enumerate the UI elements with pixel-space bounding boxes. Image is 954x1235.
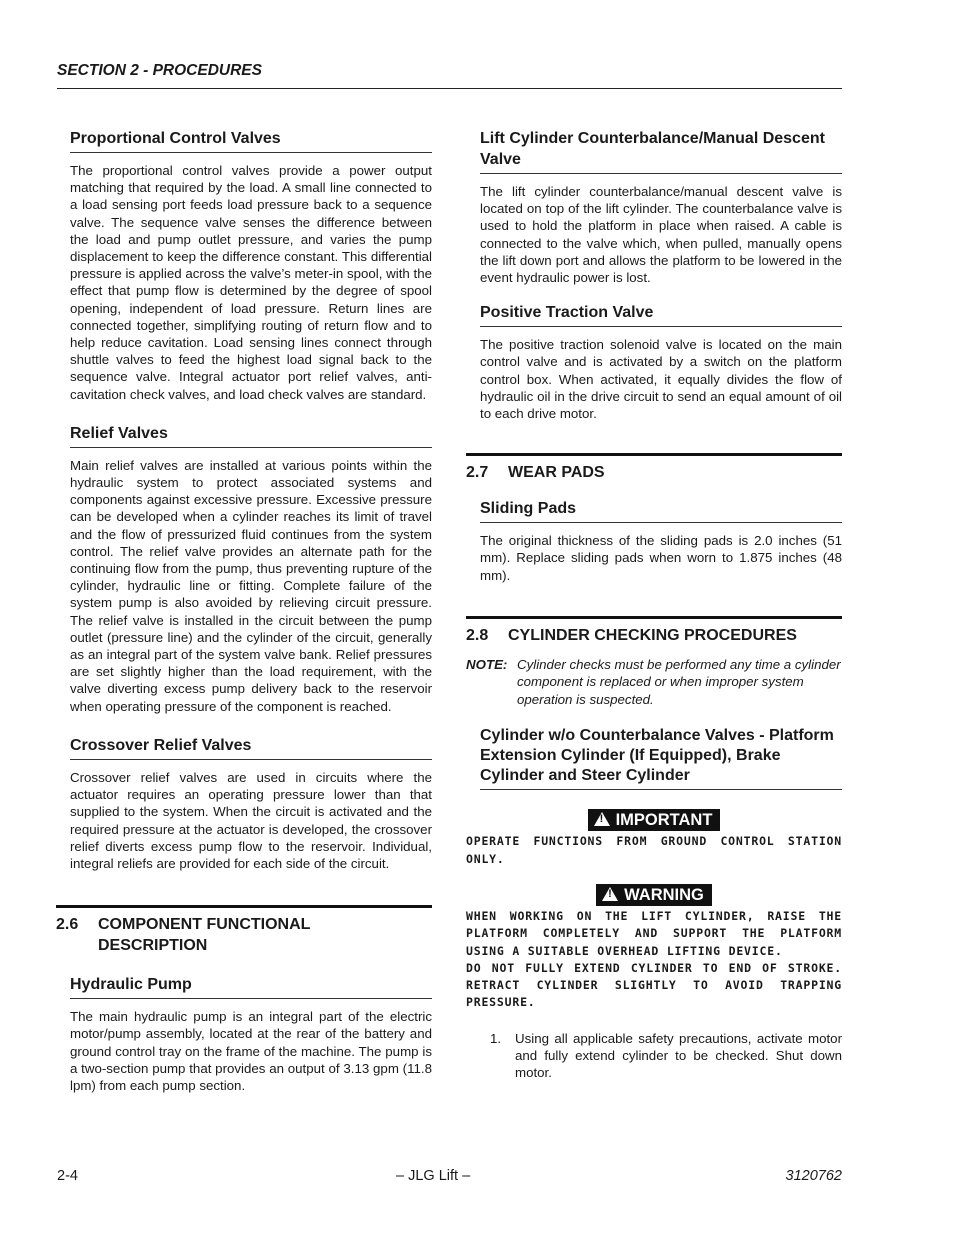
important-text: OPERATE FUNCTIONS FROM GROUND CONTROL STATION ONLY.	[466, 834, 842, 866]
positive-traction-text: The positive traction solenoid valve is located on the main control valve and is activated by a switch on the platform control box. When activated, it equally divides the flow of hydraulic oil in the drive circuit to send an equal amount of oil to each drive motor.	[480, 337, 842, 422]
relief-valves-text: Main relief valves are installed at various points within the hydraulic system to protect associated systems and components against excessive pressure. Excessive pressure can be developed when a cylinder reaches its limit of travel and the flow of pressurized fluid continues from the system control. The relief valve provides an alternate path for the continuing flow from the pump, thus preventing rupture of the cylinder, hydraulic line or fitting. Complete failure of the system pump is also avoided by relieving circuit pressure. The relief valve is installed in the circuit between the pump outlet (pressure line) and the cylinder of the circuit, generally as an integral part of the system valve bank. Relief pressures are set slightly higher than the load requirement, with the valve diverting excess pump delivery back to the reservoir when operating pressure of the component is reached.	[70, 457, 432, 714]
warning-triangle-icon	[602, 887, 618, 901]
sliding-pads-text: The original thickness of the sliding pads is 2.0 inches (51 mm). Replace sliding pads when worn to 1.875 inches (48 mm).	[480, 533, 842, 583]
cylinder-checks-heading: Cylinder w/o Counterbalance Valves - Platform Extension Cylinder (If Equipped), Brake Cylinder and Steer Cylinder	[480, 726, 842, 790]
section-2-8-heading	[466, 616, 842, 646]
footer-center: – JLG Lift –	[396, 1168, 471, 1184]
relief-valves-heading: Relief Valves	[70, 423, 432, 448]
hydraulic-pump-text: The main hydraulic pump is an integral part of the electric motor/pump assembly, located at the rear of the battery and ground control tray on the frame of the machine. The pump is a two-section pump that provides an output of 3.13 gpm (11.8 lpm) from each pump section.	[70, 1009, 432, 1093]
left-column	[56, 128, 432, 1094]
hydraulic-pump-heading: Hydraulic Pump	[70, 974, 432, 999]
section-2-6-number: 2.6	[56, 916, 79, 934]
important-badge	[588, 809, 721, 831]
positive-traction-heading: Positive Traction Valve	[480, 302, 842, 327]
step-1-text: Using all applicable safety precautions, activate motor and fully extend cylinder to be checked. Shut down motor.	[515, 1030, 842, 1081]
note-text: Cylinder checks must be performed any time a cylinder component is replaced or when improper system operation is suspected.	[517, 656, 841, 707]
section-2-6-heading	[56, 905, 432, 956]
section-2-7-title: WEAR PADS	[508, 464, 605, 482]
section-header	[57, 62, 842, 89]
section-2-7-number: 2.7	[466, 464, 489, 482]
warning-badge	[596, 884, 712, 906]
warning-text-1: WHEN WORKING ON THE LIFT CYLINDER, RAISE THE PLATFORM COMPLETELY AND SUPPORT THE PLATFORM USING A SUITABLE OVERHEAD LIFTING DEVICE.	[466, 908, 842, 958]
warning-label: WARNING	[624, 885, 704, 904]
section-2-6-title: COMPONENT FUNCTIONAL DESCRIPTION	[98, 916, 311, 955]
proportional-valves-heading: Proportional Control Valves	[70, 128, 432, 153]
note-label: NOTE:	[466, 656, 508, 672]
crossover-relief-heading: Crossover Relief Valves	[70, 735, 432, 760]
procedure-step-1	[480, 1030, 842, 1082]
important-badge-row	[466, 809, 842, 831]
section-2-8-title: CYLINDER CHECKING PROCEDURES	[508, 626, 797, 644]
important-label: IMPORTANT	[615, 811, 713, 830]
section-2-8-number: 2.8	[466, 626, 489, 644]
document-number: 3120762	[785, 1168, 842, 1184]
note-block	[466, 656, 842, 709]
section-2-7-heading	[466, 453, 842, 483]
sliding-pads-heading: Sliding Pads	[480, 498, 842, 523]
lift-cylinder-valve-text: The lift cylinder counterbalance/manual descent valve is located on top of the lift cylinder. The counterbalance valve is used to hold the platform in place when raised. A cable is connected to the valve which, when pulled, manually opens the lift down port and allows the platform to be lowered in the event hydraulic power is lost.	[480, 184, 842, 286]
step-1-number: 1.	[490, 1030, 502, 1046]
section-title: SECTION 2 - PROCEDURES	[57, 62, 262, 79]
warning-text-2: DO NOT FULLY EXTEND CYLINDER TO END OF STROKE. RETRACT CYLINDER SLIGHTLY TO AVOID TRAPPING PRESSURE.	[466, 960, 842, 1010]
warning-badge-row	[466, 884, 842, 906]
caution-triangle-icon	[594, 812, 610, 826]
right-column	[466, 128, 842, 1081]
crossover-relief-text: Crossover relief valves are used in circuits where the actuator requires an operating pressure lower than that supplied to the system. When the circuit is activated and the required pressure at the actuator is developed, the crossover relief diverts excess pump flow to the reservoir. Individual, integral reliefs are provided for each side of the circuit.	[70, 769, 432, 871]
proportional-valves-text: The proportional control valves provide a power output matching that required by the load. A small line connected to a load sensing port feeds load pressure back to a sequence valve. The sequence valve senses the difference between the load and pump outlet pressure, and varies the pump displacement to keep the difference constant. This differential pressure is applied across the valve’s meter-in spool, with the effect that pump flow is determined by the degree of spool opening, independent of load pressure. Return lines are connected together, simplifying routing of return flow and to help reduce cavitation. Load sensing lines connect through shuttle valves to feed the highest load signal back to the sequence valve. Integral actuator port relief valves, anti-cavitation check valves, and load check valves are standard.	[70, 163, 432, 402]
lift-cylinder-valve-heading: Lift Cylinder Counterbalance/Manual Descent Valve	[480, 128, 842, 174]
page-number: 2-4	[57, 1168, 78, 1184]
